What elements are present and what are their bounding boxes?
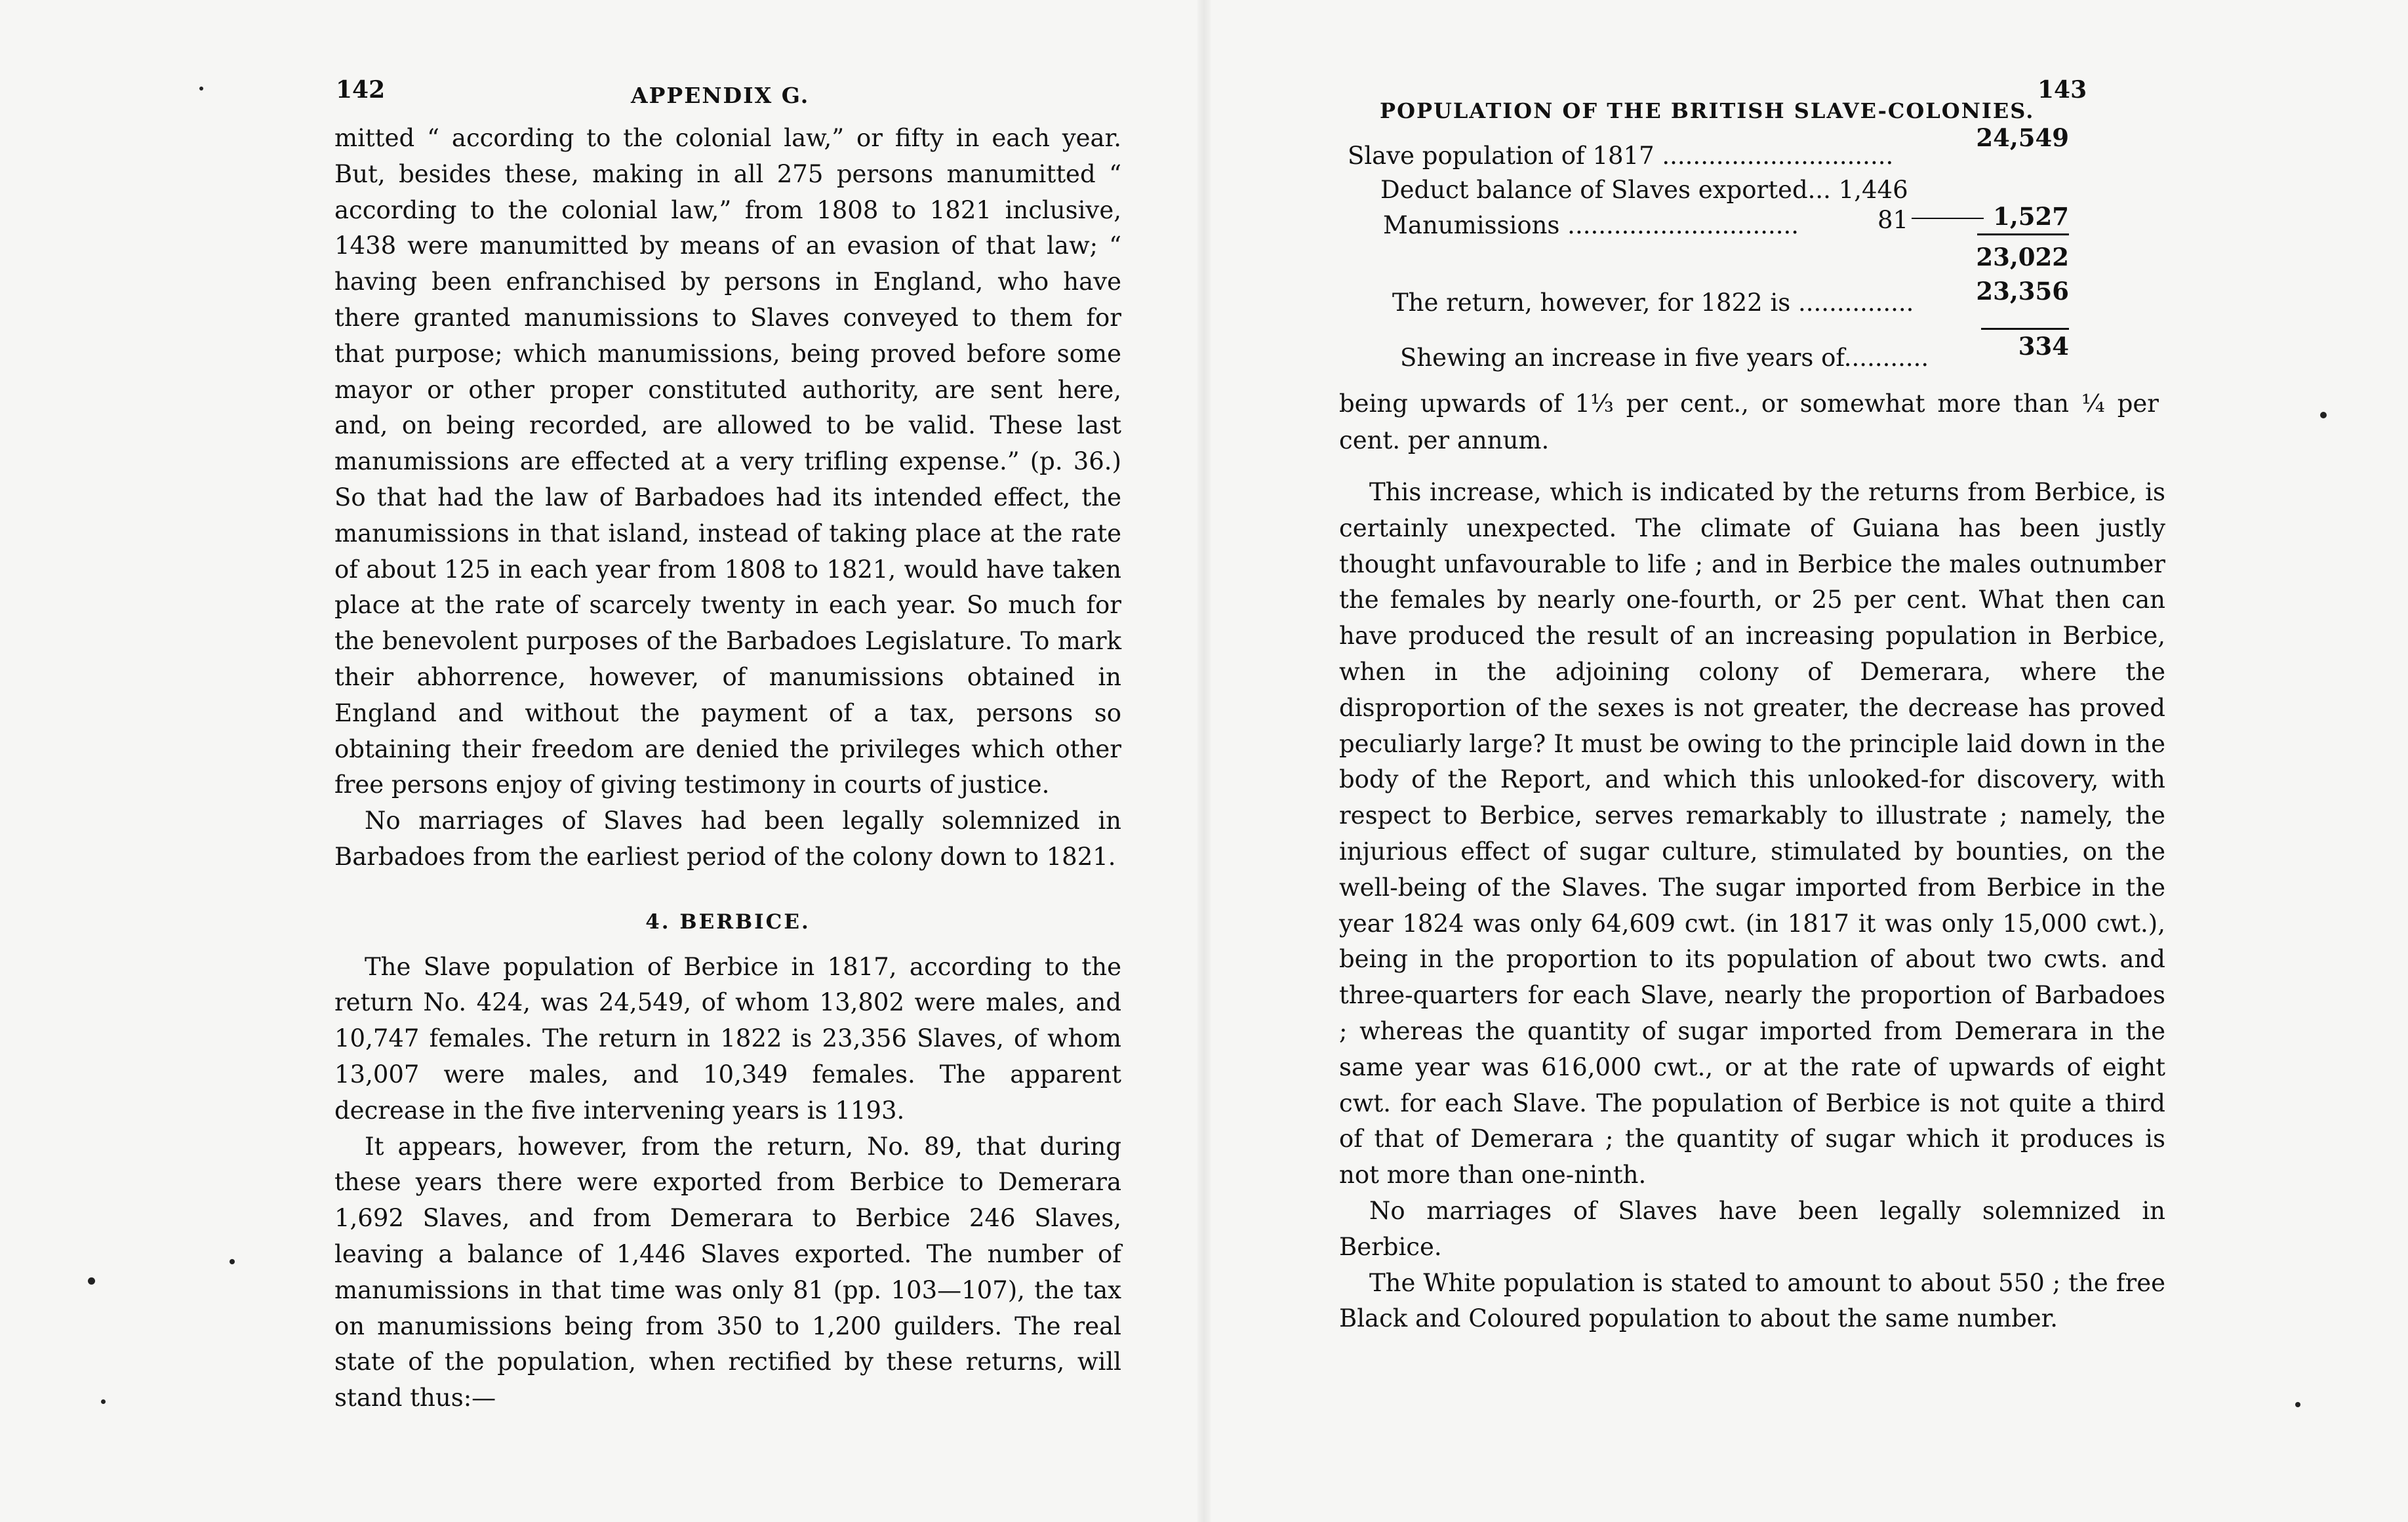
row-value: 24,549 [1976,123,2069,152]
row-label: Shewing an increase in five years of........... [1400,344,1929,372]
connector-rule [1912,218,1984,219]
row-value: 334 [2018,332,2069,361]
row-label: Deduct balance of Slaves exported... 1,446 [1380,176,1908,204]
scan-speck [230,1259,235,1264]
row-value: 23,022 [1976,243,2069,271]
row-value: 1,527 [1993,202,2069,231]
right-paragraph-3: The White population is stated to amount to about 550 ; the free Black and Coloured population to about the same number. [1339,1268,2165,1333]
scan-speck [101,1399,106,1404]
section-title-berbice: 4. BERBICE. [645,910,811,934]
subtotal-rule [1977,233,2069,235]
table-row [1348,156,2069,204]
left-paragraph-3: The Slave population of Berbice in 1817, according to the return No. 424, was 24,549, of whom 13,802 were males, and 10,747 females. The return in 1822 is 23,356 Slaves, of whom 13,007 were males, and 10,349 females. The apparent decrease in the five intervening years is 1193. [334,952,1121,1125]
right-paragraph-2: No marriages of Slaves have been legally solemnized in Berbice. [1339,1196,2165,1261]
table-row [1348,278,2069,324]
row-value: 23,356 [1976,277,2069,306]
table-row [1348,118,2069,170]
left-paragraph-1: mitted “ according to the colonial law,” or fifty in each year. But, besides these, making in all 275 persons manumitted “ according to the colonial law,” from 1808 to 1821 inclusive, 1438 were manumitted by means of an evasion of that law; “ having been enfranchised by persons in England, who have there granted manumissions to Slaves conveyed to them for that purpose; which manumissions, being proved before some mayor or other proper constituted authority, are sent here, and, on being recorded, are allowed to be valid. These last manumissions are effected at a very trifling expense.” (p. 36.) So that had the law of Barbadoes had its intended effect, the manumissions in that island, instead of taking place at the rate of about 125 in each year from 1808 to 1821, would have taken place at the rate of scarcely twenty in each year. So much for the benevolent purposes of the Barbadoes Legislature. To mark their abhorrence, however, of manumissions obtained in England and without the payment of a tax, persons so obtaining their freedom are denied the privileges which other free persons enjoy of giving testimony in courts of justice. [334,124,1121,799]
row-label: The return, however, for 1822 is ............... [1392,289,1914,317]
row-subvalue: 81 [1877,206,1909,234]
right-body [1339,475,2165,1337]
table-row [1348,236,2069,278]
left-running-head: APPENDIX G. [631,83,810,108]
left-paragraph-4: It appears, however, from the return, No. 89, that during these years there were exported from Berbice to Demerara 1,692 Slaves, and from Demerara to Berbice 246 Slaves, leaving a balance of 1,446 Slaves exported. The number of manumissions in that time was only 81 (pp. 103—107), the tax on manumissions being from 350 to 1,200 guilders. The real state of the population, when rectified by these returns, will stand thus:— [334,1132,1121,1412]
followup-text: being upwards of 1⅓ per cent., or somewhat more than ¼ per cent. per annum. [1339,390,2159,454]
right-paragraph-1: This increase, which is indicated by the returns from Berbice, is certainly unexpected. The climate of Guiana has been justly thought unfavourable to life ; and in Berbice the males outnumber the females by nearly one-fourth, or 25 per cent. What then can have produced the result of an increasing population in Berbice, when in the adjoining colony of Demerara, where the disproportion of the sexes is not greater, the decrease has proved peculiarly large? It must be owing to the principle laid down in the body of the Report, and which this unlooked-for discovery, with respect to Berbice, serves remarkably to illustrate ; namely, the injurious effect of sugar culture, stimulated by bounties, on the well-being of the Slaves. The sugar imported from Berbice in the year 1824 was only 64,609 cwt. (in 1817 it was only 15,000 cwt.), being in the proportion to its population of about two cwts. and three-quarters for each Slave, nearly the proportion of Barbadoes ; whereas the quantity of sugar imported from Demerara in the same year was 616,000 cwt., or at the rate of upwards of eight cwt. for each Slave. The population of Berbice is not quite a third of that of Demerara ; the quantity of sugar which it produces is not more than one-ninth. [1339,478,2165,1190]
table-row [1348,324,2069,370]
left-paragraph-2: No marriages of Slaves had been legally solemnized in Barbadoes from the earliest period of the colony down to 1821. [334,807,1121,871]
row-label: Slave population of 1817 .............................. [1348,142,1894,170]
right-running-head: POPULATION OF THE BRITISH SLAVE-COLONIES. [1380,98,2035,123]
scan-speck [88,1277,95,1285]
table-row [1348,194,2069,239]
scan-speck [2295,1402,2300,1407]
row-label: Manumissions .............................. [1383,211,1799,239]
right-page-number: 143 [2037,76,2087,104]
scan-speck [199,87,203,90]
left-page-number: 142 [336,76,386,104]
left-body [334,121,1121,1416]
scan-speck [2320,412,2327,418]
population-table [1348,118,2069,370]
table-followup [1339,386,2159,459]
